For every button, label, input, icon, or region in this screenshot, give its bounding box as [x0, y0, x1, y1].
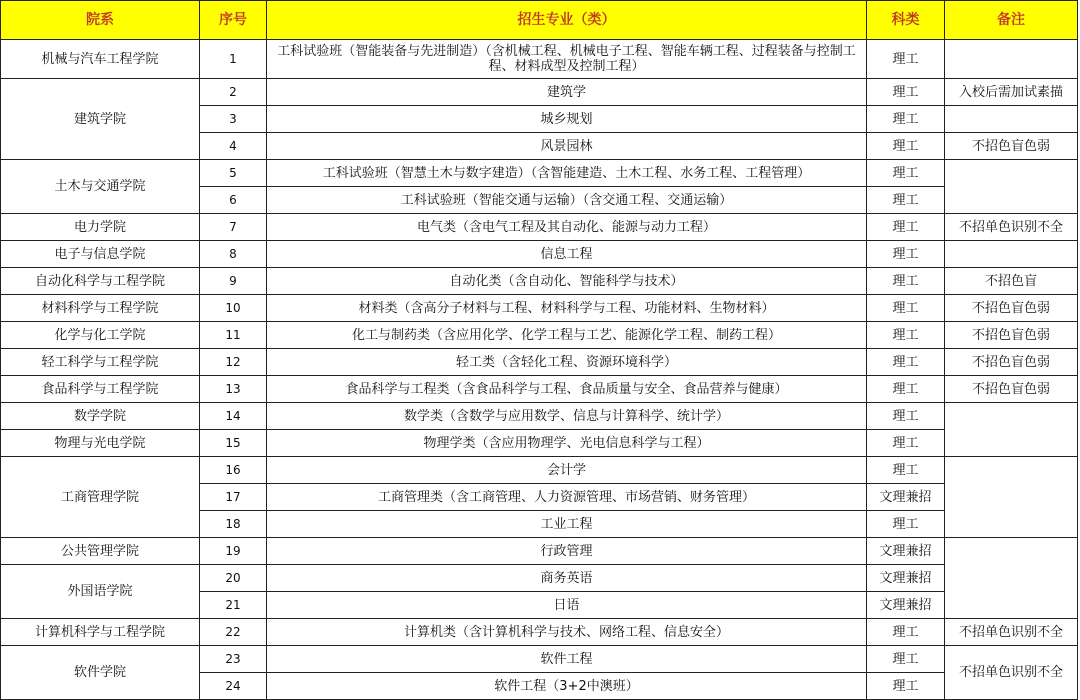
- category-cell: 理工: [867, 457, 945, 484]
- table-row: [1, 646, 1078, 673]
- category-cell: 理工: [867, 619, 945, 646]
- category-cell: 文理兼招: [867, 592, 945, 619]
- college-cell: 建筑学院: [1, 79, 200, 160]
- note-cell: [945, 106, 1078, 133]
- major-cell: 工商管理类（含工商管理、人力资源管理、市场营销、财务管理）: [267, 484, 867, 511]
- college-cell: 化学与化工学院: [1, 322, 200, 349]
- category-cell: 理工: [867, 376, 945, 403]
- header-row: [1, 1, 1078, 40]
- seq-cell: 18: [200, 511, 267, 538]
- table-row: [1, 457, 1078, 484]
- header-category: 科类: [867, 1, 945, 40]
- major-cell: 商务英语: [267, 565, 867, 592]
- category-cell: 理工: [867, 241, 945, 268]
- seq-cell: 6: [200, 187, 267, 214]
- major-cell: 行政管理: [267, 538, 867, 565]
- major-cell: 软件工程（3+2中澳班）: [267, 673, 867, 700]
- college-cell: 土木与交通学院: [1, 160, 200, 214]
- major-cell: 工科试验班（智能装备与先进制造）（含机械工程、机械电子工程、智能车辆工程、过程装备与控制工程、材料成型及控制工程）: [267, 40, 867, 79]
- major-cell: 工科试验班（智慧土木与数字建造）（含智能建造、土木工程、水务工程、工程管理）: [267, 160, 867, 187]
- major-cell: 软件工程: [267, 646, 867, 673]
- major-cell: 电气类（含电气工程及其自动化、能源与动力工程）: [267, 214, 867, 241]
- seq-cell: 9: [200, 268, 267, 295]
- seq-cell: 11: [200, 322, 267, 349]
- major-cell: 材料类（含高分子材料与工程、材料科学与工程、功能材料、生物材料）: [267, 295, 867, 322]
- major-cell: 自动化类（含自动化、智能科学与技术）: [267, 268, 867, 295]
- table-row: [1, 79, 1078, 106]
- category-cell: 理工: [867, 40, 945, 79]
- college-cell: 轻工科学与工程学院: [1, 349, 200, 376]
- major-cell: 会计学: [267, 457, 867, 484]
- table-row: [1, 322, 1078, 349]
- category-cell: 理工: [867, 403, 945, 430]
- seq-cell: 21: [200, 592, 267, 619]
- category-cell: 理工: [867, 79, 945, 106]
- category-cell: 理工: [867, 214, 945, 241]
- note-cell: 不招色盲色弱: [945, 349, 1078, 376]
- major-cell: 数学类（含数学与应用数学、信息与计算科学、统计学）: [267, 403, 867, 430]
- college-cell: 软件学院: [1, 646, 200, 700]
- college-cell: 自动化科学与工程学院: [1, 268, 200, 295]
- major-cell: 轻工类（含轻化工程、资源环境科学）: [267, 349, 867, 376]
- category-cell: 理工: [867, 511, 945, 538]
- seq-cell: 8: [200, 241, 267, 268]
- table-row: [1, 349, 1078, 376]
- seq-cell: 16: [200, 457, 267, 484]
- category-cell: 文理兼招: [867, 565, 945, 592]
- seq-cell: 19: [200, 538, 267, 565]
- college-cell: 数学学院: [1, 403, 200, 430]
- category-cell: 理工: [867, 160, 945, 187]
- major-cell: 城乡规划: [267, 106, 867, 133]
- seq-cell: 14: [200, 403, 267, 430]
- category-cell: 理工: [867, 106, 945, 133]
- table-header: [1, 1, 1078, 40]
- note-cell: [945, 457, 1078, 538]
- table-row: [1, 565, 1078, 592]
- category-cell: 理工: [867, 673, 945, 700]
- seq-cell: 4: [200, 133, 267, 160]
- seq-cell: 5: [200, 160, 267, 187]
- table-body: [1, 40, 1078, 700]
- college-cell: 公共管理学院: [1, 538, 200, 565]
- note-cell: [945, 40, 1078, 79]
- major-cell: 建筑学: [267, 79, 867, 106]
- seq-cell: 17: [200, 484, 267, 511]
- table-row: [1, 376, 1078, 403]
- note-cell: [945, 241, 1078, 268]
- category-cell: 理工: [867, 322, 945, 349]
- seq-cell: 10: [200, 295, 267, 322]
- table-row: [1, 619, 1078, 646]
- seq-cell: 22: [200, 619, 267, 646]
- category-cell: 理工: [867, 430, 945, 457]
- seq-cell: 24: [200, 673, 267, 700]
- note-cell: 不招色盲色弱: [945, 295, 1078, 322]
- college-cell: 材料科学与工程学院: [1, 295, 200, 322]
- category-cell: 理工: [867, 268, 945, 295]
- major-cell: 工科试验班（智能交通与运输）（含交通工程、交通运输）: [267, 187, 867, 214]
- major-cell: 计算机类（含计算机科学与技术、网络工程、信息安全）: [267, 619, 867, 646]
- header-seq: 序号: [200, 1, 267, 40]
- table-row: [1, 214, 1078, 241]
- note-cell: 不招单色识别不全: [945, 646, 1078, 700]
- college-cell: 电力学院: [1, 214, 200, 241]
- note-cell: 不招色盲色弱: [945, 133, 1078, 160]
- seq-cell: 7: [200, 214, 267, 241]
- note-cell: 不招单色识别不全: [945, 214, 1078, 241]
- seq-cell: 13: [200, 376, 267, 403]
- major-cell: 风景园林: [267, 133, 867, 160]
- category-cell: 理工: [867, 295, 945, 322]
- category-cell: 理工: [867, 187, 945, 214]
- note-cell: 不招色盲: [945, 268, 1078, 295]
- header-note: 备注: [945, 1, 1078, 40]
- major-cell: 化工与制药类（含应用化学、化学工程与工艺、能源化学工程、制药工程）: [267, 322, 867, 349]
- seq-cell: 23: [200, 646, 267, 673]
- college-cell: 外国语学院: [1, 565, 200, 619]
- major-cell: 日语: [267, 592, 867, 619]
- note-cell: 入校后需加试素描: [945, 79, 1078, 106]
- college-cell: 食品科学与工程学院: [1, 376, 200, 403]
- table-row: [1, 295, 1078, 322]
- college-cell: 电子与信息学院: [1, 241, 200, 268]
- major-cell: 信息工程: [267, 241, 867, 268]
- header-major: 招生专业（类）: [267, 1, 867, 40]
- college-cell: 物理与光电学院: [1, 430, 200, 457]
- note-cell: 不招色盲色弱: [945, 376, 1078, 403]
- college-cell: 机械与汽车工程学院: [1, 40, 200, 79]
- category-cell: 理工: [867, 349, 945, 376]
- table-row: [1, 430, 1078, 457]
- header-college: 院系: [1, 1, 200, 40]
- major-cell: 食品科学与工程类（含食品科学与工程、食品质量与安全、食品营养与健康）: [267, 376, 867, 403]
- college-cell: 工商管理学院: [1, 457, 200, 538]
- college-cell: 计算机科学与工程学院: [1, 619, 200, 646]
- table-row: [1, 40, 1078, 79]
- seq-cell: 12: [200, 349, 267, 376]
- seq-cell: 3: [200, 106, 267, 133]
- note-cell: 不招色盲色弱: [945, 322, 1078, 349]
- table-row: [1, 268, 1078, 295]
- table-row: [1, 538, 1078, 565]
- note-cell: 不招单色识别不全: [945, 619, 1078, 646]
- seq-cell: 15: [200, 430, 267, 457]
- seq-cell: 2: [200, 79, 267, 106]
- note-cell: [945, 538, 1078, 619]
- seq-cell: 1: [200, 40, 267, 79]
- table-row: [1, 241, 1078, 268]
- table-row: [1, 403, 1078, 430]
- category-cell: 文理兼招: [867, 538, 945, 565]
- seq-cell: 20: [200, 565, 267, 592]
- major-cell: 工业工程: [267, 511, 867, 538]
- note-cell: [945, 403, 1078, 457]
- table-row: [1, 160, 1078, 187]
- category-cell: 文理兼招: [867, 484, 945, 511]
- major-cell: 物理学类（含应用物理学、光电信息科学与工程）: [267, 430, 867, 457]
- note-cell: [945, 160, 1078, 214]
- category-cell: 理工: [867, 646, 945, 673]
- category-cell: 理工: [867, 133, 945, 160]
